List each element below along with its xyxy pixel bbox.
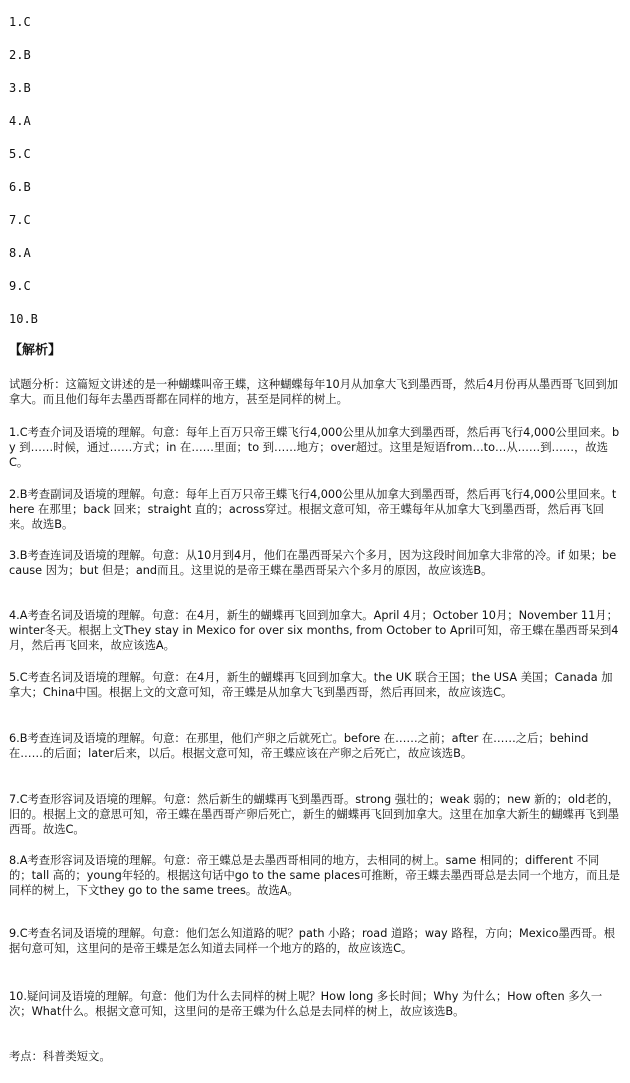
answer-item: 10.B <box>9 312 38 326</box>
answer-item: 8.A <box>9 246 31 260</box>
analysis-summary: 试题分析：这篇短文讲述的是一种蝴蝶叫帝王蝶，这种蝴蝶每年10月从加拿大飞到墨西哥，然后4月份再从墨西哥飞回到加拿大。而且他们每年去墨西哥都在同样的地方，甚至是同样的树上。 <box>9 378 619 406</box>
answer-item: 1.C <box>9 15 31 29</box>
analysis-item-7: 7.C考查形容词及语境的理解。句意：然后新生的蝴蝶再飞到墨西哥。strong 强壮的；weak 弱的；new 新的；old老的，旧的。根据上文的意思可知，帝王蝶在墨西哥产卵后死亡，新生的蝴蝶再飞回到加拿大。这里在加拿大新生的蝴蝶再飞到墨西哥。故选C。 <box>9 793 620 836</box>
answer-item: 7.C <box>9 213 31 227</box>
analysis-item-8: 8.A考查形容词及语境的理解。句意：帝王蝶总是去墨西哥相同的地方，去相同的树上。same 相同的；different 不同的；tall 高的；young年轻的。根据这句话中go to the same places可推断，帝王蝶去墨西哥总是去同一个地方，而且是同样的树上，下文they go to the same trees。故选A。 <box>9 854 620 897</box>
analysis-item-6: 6.B考查连词及语境的理解。句意：在那里，他们产卵之后就死亡。before 在……之前；after 在……之后；behind 在……的后面；later后来，以后。根据文意可知，帝王蝶应该在产卵之后死亡，故应该选B。 <box>9 732 589 760</box>
answer-item: 3.B <box>9 81 31 95</box>
answer-item: 9.C <box>9 279 31 293</box>
analysis-heading: 【解析】 <box>9 343 62 358</box>
analysis-item-5: 5.C考查名词及语境的理解。句意：在4月，新生的蝴蝶再飞回到加拿大。the UK 联合王国；the USA 美国；Canada 加拿大；China中国。根据上文的文意可知，帝王蝶是从加拿大飞到墨西哥，然后再回来，故应该选C。 <box>9 671 613 699</box>
analysis-item-2: 2.B考查副词及语境的理解。句意：每年上百万只帝王蝶飞行4,000公里从加拿大到墨西哥，然后再飞行4,000公里回来。there 在那里；back 回来；straight 直的；across穿过。根据文意可知，帝王蝶每年从加拿大飞到墨西哥，然后再飞回来。故选B。 <box>9 488 617 531</box>
answer-item: 5.C <box>9 147 31 161</box>
analysis-item-10: 10.疑问词及语境的理解。句意：他们为什么去同样的树上呢？How long 多长时间；Why 为什么；How often 多久一次；What什么。根据文意可知，这里问的是帝王蝶为什么总是去同样的树上，故应该选B。 <box>9 990 603 1018</box>
analysis-item-3: 3.B考查连词及语境的理解。句意：从10月到4月，他们在墨西哥呆六个多月，因为这段时间加拿大非常的冷。if 如果；because 因为；but 但是；and而且。这里说的是帝王蝶在墨西哥呆六个多月的原因，故应该选B。 <box>9 549 617 577</box>
analysis-item-1: 1.C考查介词及语境的理解。句意：每年上百万只帝王蝶飞行4,000公里从加拿大到墨西哥，然后再飞行4,000公里回来。by 到……时候，通过……方式；in 在……里面；to 到……地方；over超过。这里是短语from…to…从……到……，故选C。 <box>9 426 620 469</box>
answer-item: 4.A <box>9 114 31 128</box>
analysis-item-9: 9.C考查名词及语境的理解。句意：他们怎么知道路的呢？path 小路；road 道路；way 路程，方向；Mexico墨西哥。根据句意可知，这里问的是帝王蝶是怎么知道去同样一个地方的路的，故应该选C。 <box>9 927 615 955</box>
analysis-item-4: 4.A考查名词及语境的理解。句意：在4月，新生的蝴蝶再飞回到加拿大。April 4月；October 10月；November 11月；winter冬天。根据上文They stay in Mexico for over six months, from October to April可知，帝王蝶在墨西哥呆到4月，然后再飞回来，故应该选A。 <box>9 609 619 652</box>
answer-item: 6.B <box>9 180 31 194</box>
answer-item: 2.B <box>9 48 31 62</box>
key-point: 考点：科普类短文。 <box>9 1050 111 1063</box>
